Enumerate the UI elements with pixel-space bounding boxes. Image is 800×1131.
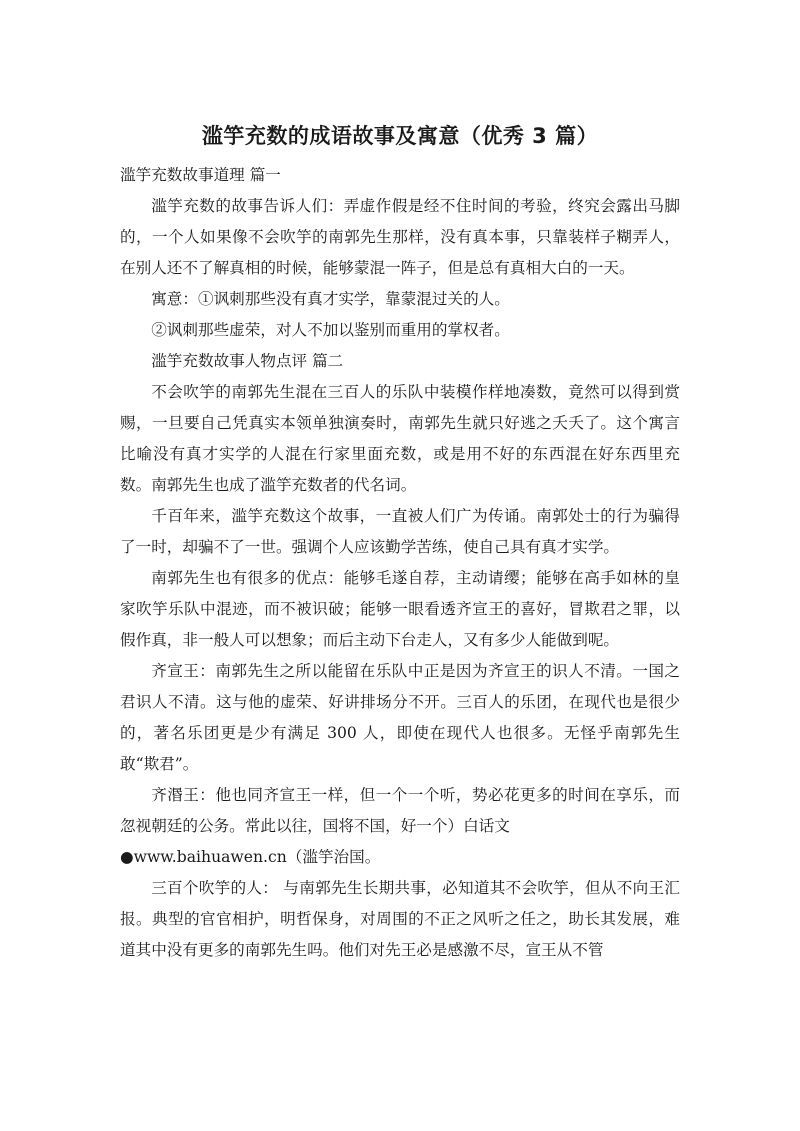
section-heading-1: 滥竽充数故事道理 篇一 <box>120 166 281 184</box>
document-title: 滥竽充数的成语故事及寓意（优秀 3 篇） <box>201 124 599 148</box>
paragraph: 不会吹竽的南郭先生混在三百人的乐队中装模作样地凑数，竟然可以得到赏赐，一旦要自己凭真实本领单独演奏时，南郭先生就只好逃之夭夭了。这个寓言比喻没有真才实学的人混在行家里面充数，或是用不好的东西混在好东西里充数。南郭先生也成了滥竽充数者的代名词。 <box>120 383 680 494</box>
section-heading-2: 滥竽充数故事人物点评 篇二 <box>151 352 344 370</box>
paragraph: 齐湣王：他也同齐宣王一样，但一个一个听，势必花更多的时间在享乐，而忽视朝廷的公务。常此以往，国将不国，好一个）白话文 <box>120 786 680 835</box>
paragraph: 齐宣王：南郭先生之所以能留在乐队中正是因为齐宣王的识人不清。一国之君识人不清。这与他的虚荣、好讲排场分不开。三百人的乐团，在现代也是很少的，著名乐团更是少有满足 300 人，即使在现代人也很多。无怪乎南郭先生敢“欺君”。 <box>120 662 680 773</box>
paragraph: 南郭先生也有很多的优点：能够毛遂自荐，主动请缨；能够在高手如林的皇家吹竽乐队中混迹，而不被识破；能够一眼看透齐宣王的喜好，冒欺君之罪，以假作真，非一般人可以想象；而后主动下台走人，又有多少人能做到呢。 <box>120 569 680 649</box>
paragraph: ②讽刺那些虚荣，对人不加以鉴别而重用的掌权者。 <box>151 321 510 339</box>
paragraph: 寓意：①讽刺那些没有真才实学，靠蒙混过关的人。 <box>151 290 510 308</box>
paragraph: 千百年来，滥竽充数这个故事，一直被人们广为传诵。南郭处士的行为骗得了一时，却骗不了一世。强调个人应该勤学苦练，使自己具有真才实学。 <box>120 507 680 556</box>
website-line: ●www.baihuawen.cn（滥竽治国。 <box>120 848 381 866</box>
paragraph: 三百个吹竽的人： 与南郭先生长期共事，必知道其不会吹竽，但从不向王汇报。典型的官官相护，明哲保身，对周围的不正之风听之任之，助长其发展，难道其中没有更多的南郭先生吗。他们对先王必是感激不尽，宣王从不管 <box>120 879 680 959</box>
paragraph: 滥竽充数的故事告诉人们：弄虚作假是经不住时间的考验，终究会露出马脚的，一个人如果像不会吹竽的南郭先生那样，没有真本事，只靠装样子糊弄人，在别人还不了解真相的时候，能够蒙混一阵子，但是总有真相大白的一天。 <box>120 197 680 277</box>
